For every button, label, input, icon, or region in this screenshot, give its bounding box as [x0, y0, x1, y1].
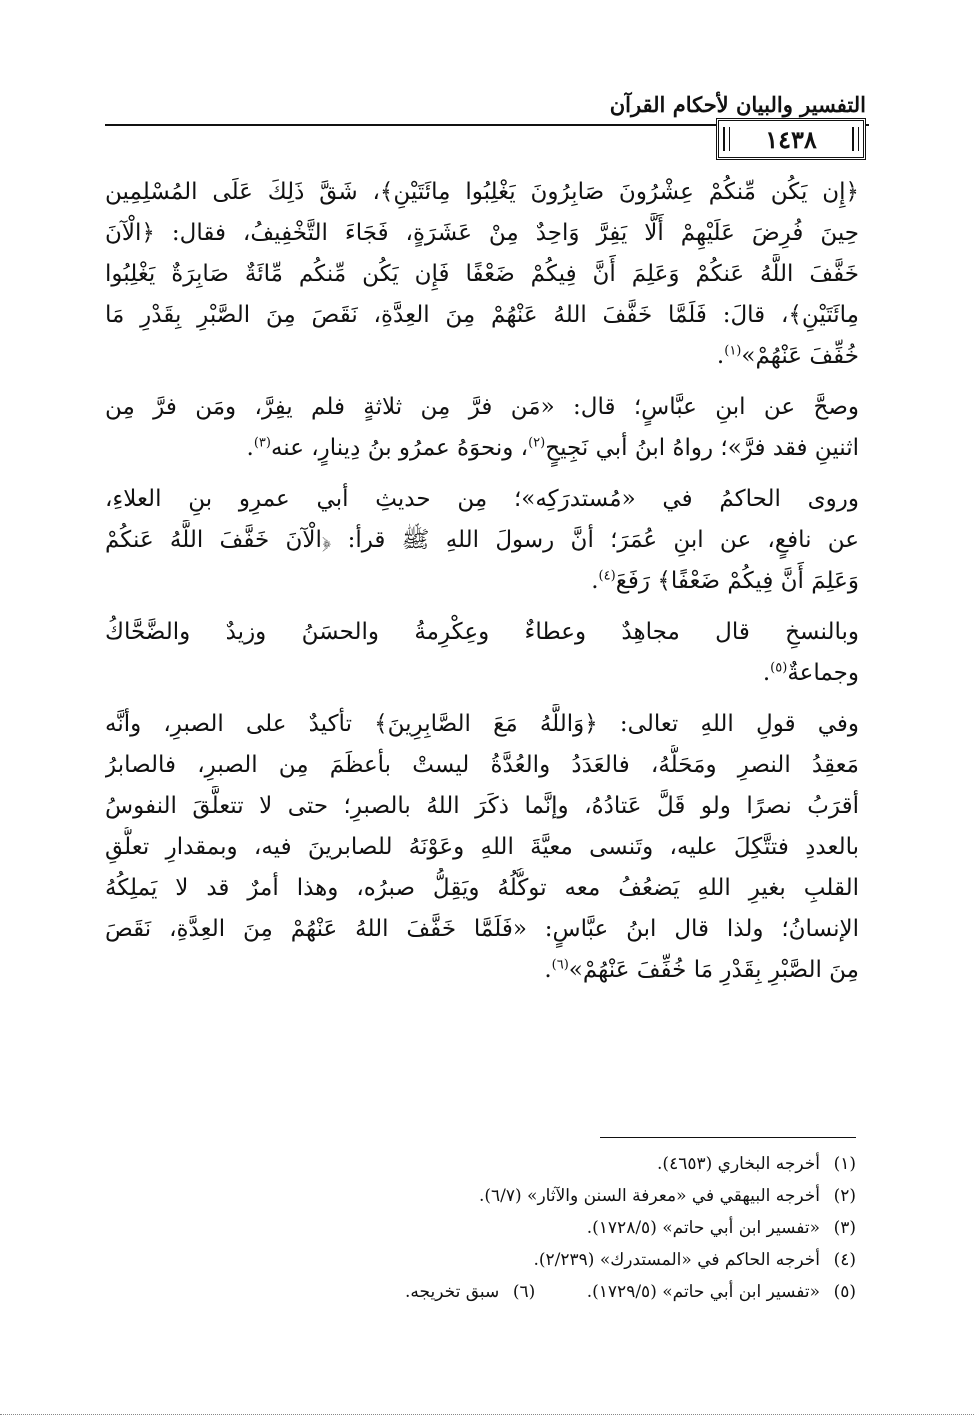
footnote-number: (٢)	[833, 1186, 856, 1206]
paragraph-1	[105, 172, 859, 377]
text-line: حِينَ فُرِضَ عَلَيْهِمْ أَلَّا يَفِرَّ وَاحِدٌ مِنْ عَشَرَةٍ، فَجَاءَ التَّخْفِيفُ، فقال: ﴿الْآنَ	[105, 220, 859, 246]
text-line: خُفِّفَ عَنْهُمْ»$^{(١)}$.	[716, 343, 859, 369]
text-line: مِائَتَيْنِ﴾، قالَ: فَلَمَّا خَفَّفَ اللهُ عَنْهُمْ مِنَ العِدَّةِ، نَقَصَ مِنَ الصَّبْرِ بِقَدْرِ مَا	[105, 302, 859, 328]
text-fragment: اثنينِ فقد فرَّ»؛ رواهُ ابنُ أبي نَجِيحٍ	[545, 435, 859, 461]
text-line: وروى الحاكمُ في «مُستدرَكِه»؛ مِن حديثِ أبي عمرِو بنِ العلاءِ،	[105, 486, 859, 512]
text-line: وفي قولِ اللهِ تعالى: ﴿وَاللَّهُ مَعَ الصَّابِرِينَ﴾ تأكيدٌ على الصبرِ، وأنَّه	[105, 711, 859, 737]
text-line: أقرَبُ نصرًا ولو قَلَّ عَتادُهُ، وإنَّما ذكَرَ اللهُ بالصبرِ؛ حتى لا تتعلَّقَ النفوسُ	[105, 793, 859, 819]
footnotes	[105, 1148, 856, 1308]
text-line: اثنينِ فقد فرَّ»؛ رواهُ ابنُ أبي نَجِيحٍ$^{(٢)}$، ونحوَهُ عمرُو بنُ دِينارٍ، عنه$^{(٣)}$.	[246, 435, 859, 461]
footnote-number: (٣)	[833, 1218, 856, 1238]
footnote-ref: (٣)	[253, 435, 271, 451]
text-line: الإنسانُ؛ ولذا قال ابنُ عبَّاسٍ: «فَلَمَّا خَفَّفَ اللهُ عَنْهُمْ مِنَ العِدَّةِ، نَقَصَ	[105, 916, 859, 942]
footnote-text: «تفسير ابن أبي حاتم» (١٧٢٨/٥).	[586, 1218, 820, 1238]
footnote-number: (١)	[833, 1154, 856, 1174]
footnote-text: أخرجه البخاري (٤٦٥٣).	[657, 1154, 820, 1174]
footnote-number: (٤)	[833, 1250, 856, 1270]
main-text	[105, 172, 859, 1001]
paragraph-3	[105, 479, 859, 602]
footnote-ref: (٦)	[551, 957, 569, 973]
text-line: وَعَلِمَ أَنَّ فِيكُمْ ضَعْفًا﴾ رَفَعَ$^{(٤)}$.	[591, 568, 859, 594]
footnote-item-extra	[405, 1276, 535, 1308]
text-line: القلبِ بغيرِ اللهِ يَضعُفُ معه توكُّلُهُ ويَقِلُّ صبرُه، وهذا أمرٌ قد لا يَملِكُهُ	[105, 875, 859, 901]
footnote-item	[105, 1212, 856, 1244]
footnote-number: (٦)	[512, 1282, 536, 1302]
text-fragment: مِنَ الصَّبْرِ بِقَدْرِ مَا خُفِّفَ عَنْهُمْ»	[568, 957, 859, 983]
text-line: وصحَّ عن ابنِ عبَّاسٍ؛ قال: «مَن فرَّ مِن ثلاثةٍ فلم يفِرَّ، ومَن فرَّ مِن	[105, 394, 859, 420]
text-fragment: ، ونحوَهُ عمرُو بنُ دِينارٍ، عنه	[270, 435, 529, 461]
running-header-title: التفسير والبيان لأحكام القرآن	[609, 92, 866, 117]
text-line: بالعددِ فتتَّكِلَ عليه، وتَنسى معيَّةَ اللهِ وعَوْنَهُ للصابرينَ فيه، وبمقدارِ تعلُّقِ	[105, 834, 859, 860]
text-line: عن نافعٍ، عن ابنِ عُمَرَ؛ أنَّ رسولَ اللهِ ﷺ قرأ: ﴿الْآنَ خَفَّفَ اللَّهُ عَنكُمْ	[105, 527, 859, 553]
paragraph-2	[105, 387, 859, 469]
footnote-text: «تفسير ابن أبي حاتم» (١٧٢٩/٥).	[586, 1282, 820, 1302]
footnote-item	[105, 1244, 856, 1276]
page-number-text: ١٤٣٨	[765, 124, 817, 154]
footnote-text: سبق تخريجه.	[405, 1282, 500, 1302]
text-line: ﴿إِن يَكُن مِّنكُمْ عِشْرُونَ صَابِرُونَ يَغْلِبُوا مِائَتَيْنِ﴾، شَقَّ ذَلِكَ عَلَى المُسْلِمِين	[105, 179, 859, 205]
text-fragment: وَعَلِمَ أَنَّ فِيكُمْ ضَعْفًا﴾ رَفَعَ	[615, 568, 859, 594]
footnote-ref: (٢)	[528, 435, 546, 451]
footnote-text: أخرجه البيهقي في «معرفة السنن والآثار» (٦/٧).	[478, 1186, 820, 1206]
paragraph-4	[105, 612, 859, 694]
text-fragment: وجماعةٌ	[787, 660, 859, 686]
text-line: وجماعةٌ$^{(٥)}$.	[762, 660, 859, 686]
text-fragment: خُفِّفَ عَنْهُمْ»	[741, 343, 859, 369]
footnote-ref: (٥)	[770, 660, 788, 676]
text-line: مَعقِدُ النصرِ ومَحَلُّهُ، فالعَدَدُ والعُدَّةُ ليستْ بأعظَمَ مِن الصبرِ، فالصابرُ	[105, 752, 859, 778]
text-line: وبالنسخِ قال مجاهِدٌ وعطاءٌ وعِكْرِمةُ والحسَنُ وزيدٌ والضَّحَّاكُ	[105, 619, 859, 645]
paragraph-5	[105, 704, 859, 991]
footnote-ref: (١)	[724, 343, 742, 359]
footnote-ref: (٤)	[598, 568, 616, 584]
text-line: مِنَ الصَّبْرِ بِقَدْرِ مَا خُفِّفَ عَنْهُمْ»$^{(٦)}$.	[544, 957, 859, 983]
footnote-item	[105, 1180, 856, 1212]
footnote-item	[105, 1148, 856, 1180]
footnote-separator	[600, 1137, 856, 1138]
footnote-item	[105, 1276, 856, 1308]
page-number	[716, 118, 866, 160]
footnote-text: أخرجه الحاكم في «المستدرك» (٢/٢٣٩).	[533, 1250, 820, 1270]
footnote-number: (٥)	[833, 1282, 856, 1302]
scan-edge-line	[0, 1414, 974, 1415]
text-line: خَفَّفَ اللَّهُ عَنكُمْ وَعَلِمَ أَنَّ فِيكُمْ ضَعْفًا فَإِن يَكُن مِّنكُم مِّائَةٌ صَابِرَةٌ يَغْلِبُوا	[105, 261, 859, 287]
